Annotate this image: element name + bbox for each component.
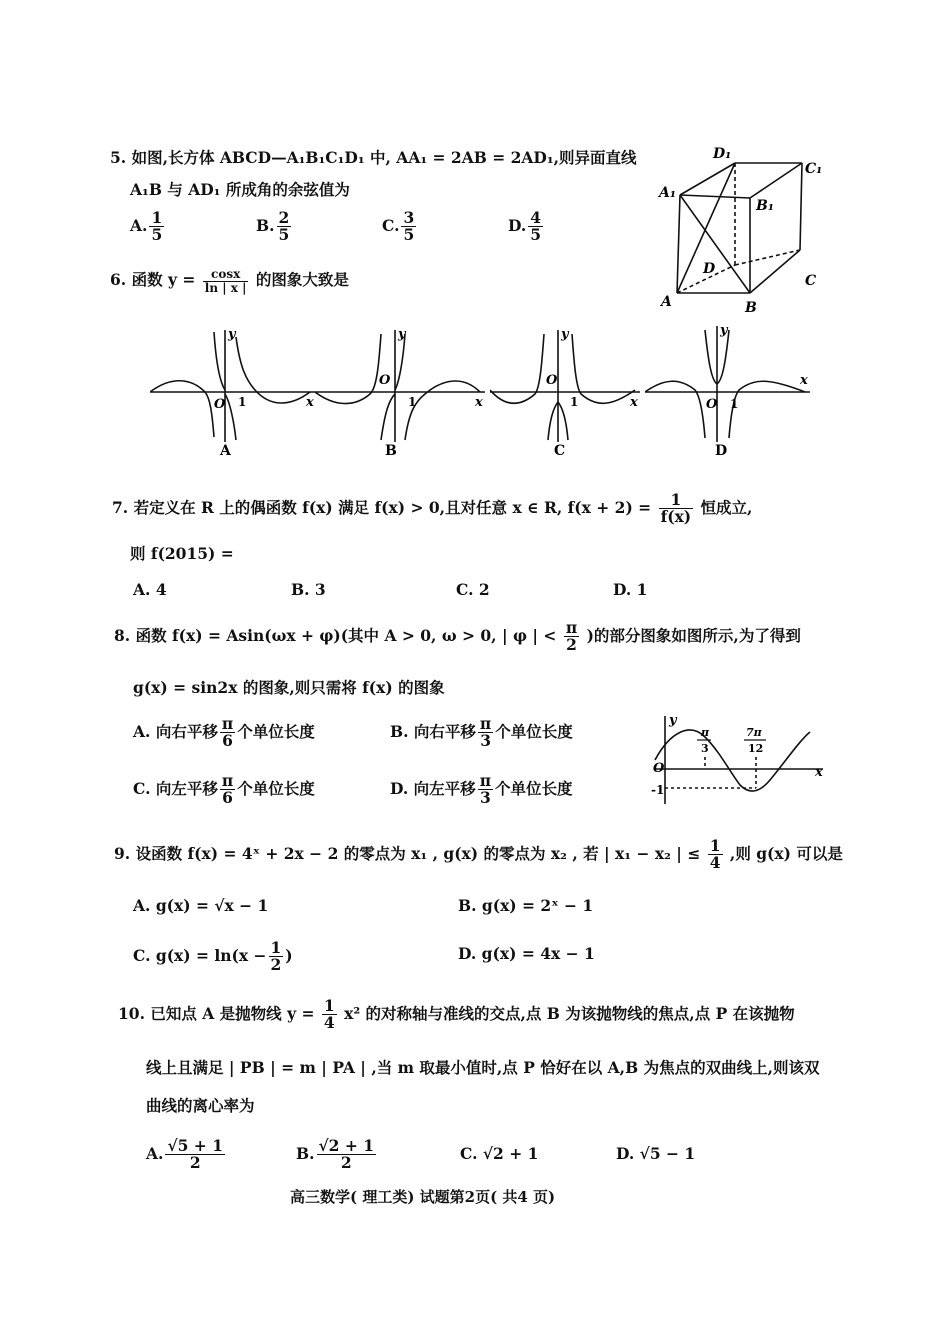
option-label: A. <box>130 215 148 235</box>
denominator: 2 <box>340 1153 352 1173</box>
tick-one-label: 1 <box>408 395 417 409</box>
axis-x-label: x <box>800 373 808 388</box>
axis-y-label: y <box>561 327 569 342</box>
origin-label: O <box>653 761 665 776</box>
axis-x-label: x <box>630 395 638 410</box>
numerator: 1 <box>323 996 335 1015</box>
axis-y-label: y <box>669 713 677 728</box>
label-d1: D₁ <box>713 146 732 162</box>
numerator: π <box>221 771 234 790</box>
q6-graph-d[interactable] <box>645 318 815 462</box>
tick-pi3-den: 3 <box>701 742 709 755</box>
numerator: 1 <box>709 836 721 855</box>
label-c1: C₁ <box>805 161 823 177</box>
label-c: C <box>805 273 817 289</box>
numerator: π <box>479 771 492 790</box>
q7-option-d[interactable]: D. 1 <box>613 580 648 599</box>
option-prefix: D. 向左平移 <box>390 778 476 798</box>
q7-line1-text: 7. 若定义在 R 上的偶函数 f(x) 满足 f(x) > 0,且对任意 x ∈ R, f(x + 2) = <box>112 497 652 517</box>
label-b: B <box>745 300 757 316</box>
denominator: 5 <box>403 225 415 245</box>
numerator: √5 + 1 <box>167 1136 223 1155</box>
numerator: π <box>565 618 578 637</box>
tick-one-label: 1 <box>730 397 739 411</box>
origin-label: O <box>379 373 391 388</box>
neg-one-label: -1 <box>651 783 665 797</box>
tick-one-label: 1 <box>570 395 579 409</box>
q6-prefix: 6. 函数 y = <box>110 270 196 290</box>
axis-y-label: y <box>720 323 728 338</box>
axis-y-label: y <box>398 327 406 342</box>
q5-line1: 5. 如图,长方体 ABCD—A₁B₁C₁D₁ 中, AA₁ = 2AB = 2AD₁,则异面直线 <box>110 148 637 167</box>
q8-line2: g(x) = sin2x 的图象,则只需将 f(x) 的图象 <box>133 678 445 697</box>
q5-option-b[interactable] <box>256 210 293 244</box>
origin-label: O <box>546 373 558 388</box>
q10-option-d[interactable]: D. √5 − 1 <box>616 1144 696 1163</box>
numerator: 1 <box>270 938 282 957</box>
q8-line1 <box>114 620 801 654</box>
cuboid-figure <box>655 140 835 320</box>
graph-option-label: D <box>715 443 728 459</box>
numerator: π <box>479 714 492 733</box>
q6-graph-a[interactable] <box>150 322 320 462</box>
denominator: 3 <box>479 788 491 808</box>
denominator: 2 <box>189 1153 201 1173</box>
q10-line3: 曲线的离心率为 <box>146 1096 255 1115</box>
tick-pi3-num: π <box>701 726 710 739</box>
label-a: A <box>661 294 672 310</box>
numerator: 2 <box>278 208 290 227</box>
q6-suffix: 的图象大致是 <box>255 270 349 290</box>
denominator: 2 <box>270 955 282 975</box>
q8-sine-graph <box>645 712 830 807</box>
option-suffix: 个单位长度 <box>237 778 315 798</box>
q9-line1 <box>114 838 843 872</box>
option-label: D. <box>508 215 527 235</box>
q9-line1-end: ,则 g(x) 可以是 <box>729 843 843 863</box>
option-suffix: 个单位长度 <box>495 778 573 798</box>
origin-label: O <box>706 397 718 412</box>
option-prefix: C. 向左平移 <box>133 778 218 798</box>
q5-option-d[interactable] <box>508 210 545 244</box>
denominator: 5 <box>530 225 542 245</box>
graph-option-label: B <box>385 443 397 459</box>
option-label: A. <box>146 1143 164 1163</box>
q10-option-a[interactable] <box>146 1138 227 1172</box>
q8-line1-text: 8. 函数 f(x) = Asin(ωx + φ)(其中 A > 0, ω > 0, | φ | < <box>114 625 557 645</box>
option-label: B. <box>256 215 275 235</box>
q9-option-a[interactable]: A. g(x) = √x − 1 <box>133 896 269 915</box>
denominator: 6 <box>222 731 233 751</box>
q7-option-b[interactable]: B. 3 <box>291 580 326 599</box>
q7-option-c[interactable]: C. 2 <box>456 580 490 599</box>
axis-x-label: x <box>306 395 314 410</box>
q9-line1-text: 9. 设函数 f(x) = 4ˣ + 2x − 2 的零点为 x₁ , g(x) 的零点为 x₂ , 若 | x₁ − x₂ | ≤ <box>114 843 701 863</box>
q9-option-d[interactable]: D. g(x) = 4x − 1 <box>458 944 595 963</box>
denominator: 4 <box>323 1013 335 1033</box>
numerator: 1 <box>151 208 163 227</box>
tick-7pi12-den: 12 <box>748 742 764 755</box>
denominator: 5 <box>278 225 290 245</box>
q8-option-d[interactable] <box>390 773 573 807</box>
denominator: 2 <box>566 635 577 655</box>
denominator: 4 <box>709 853 721 873</box>
denominator: 3 <box>480 731 491 751</box>
axis-x-label: x <box>815 765 823 780</box>
numerator: 1 <box>659 492 694 509</box>
q10-line2: 线上且满足 | PB | = m | PA | ,当 m 取最小值时,点 P 恰好在以 A,B 为焦点的双曲线上,则该双 <box>146 1058 820 1077</box>
axis-y-label: y <box>228 327 236 342</box>
page-footer: 高三数学( 理工类) 试题第2页( 共4 页) <box>290 1188 556 1206</box>
label-a1: A₁ <box>659 185 676 201</box>
q8-option-c[interactable] <box>133 773 315 807</box>
numerator: 4 <box>530 208 542 227</box>
q6-graph-b[interactable] <box>315 322 490 462</box>
q8-option-b[interactable] <box>390 716 573 750</box>
denominator: 5 <box>151 225 163 245</box>
tick-one-label: 1 <box>238 395 247 409</box>
q9-option-b[interactable]: B. g(x) = 2ˣ − 1 <box>458 896 594 915</box>
option-label: C. <box>382 215 400 235</box>
option-prefix: B. 向右平移 <box>390 721 476 741</box>
option-suffix: 个单位长度 <box>237 721 315 741</box>
numerator: 3 <box>403 208 415 227</box>
label-b1: B₁ <box>756 198 774 214</box>
axis-x-label: x <box>475 395 483 410</box>
denominator: 6 <box>222 788 233 808</box>
graph-option-label: C <box>554 443 566 459</box>
q10-line1-text: 10. 已知点 A 是抛物线 y = <box>118 1003 315 1023</box>
q7-line1-end: 恒成立, <box>700 497 753 517</box>
label-d: D <box>703 261 716 277</box>
numerator: π <box>221 714 234 733</box>
option-prefix: A. 向右平移 <box>133 721 218 741</box>
numerator: cosx <box>203 268 249 282</box>
q5-option-c[interactable] <box>382 210 418 244</box>
q10-option-c[interactable]: C. √2 + 1 <box>460 1144 539 1163</box>
graph-option-label: A <box>220 443 231 459</box>
option-suffix: ) <box>285 945 293 965</box>
numerator: √2 + 1 <box>318 1136 375 1155</box>
q10-line1-end: x² 的对称轴与准线的交点,点 B 为该抛物线的焦点,点 P 在该抛物 <box>344 1003 795 1023</box>
q5-option-a[interactable] <box>130 210 166 244</box>
tick-7pi12-num: 7π <box>746 726 762 739</box>
q8-line1-end: )的部分图象如图所示,为了得到 <box>586 625 801 645</box>
q10-line1 <box>118 998 795 1032</box>
q9-option-c[interactable] <box>133 940 293 974</box>
q6-stem <box>110 268 349 294</box>
origin-label: O <box>214 397 226 412</box>
q7-option-a[interactable]: A. 4 <box>133 580 167 599</box>
option-label: B. <box>296 1143 315 1163</box>
denominator: f(x) <box>660 507 692 527</box>
option-prefix: C. g(x) = ln(x − <box>133 945 267 965</box>
q8-option-a[interactable] <box>133 716 315 750</box>
denominator: ln | x | <box>204 280 247 295</box>
q7-line1 <box>112 492 752 526</box>
q6-graph-c[interactable] <box>490 322 645 462</box>
q10-option-b[interactable] <box>296 1138 378 1172</box>
q7-line2: 则 f(2015) = <box>130 544 234 563</box>
option-suffix: 个单位长度 <box>495 721 573 741</box>
q5-line2: A₁B 与 AD₁ 所成角的余弦值为 <box>130 180 350 199</box>
